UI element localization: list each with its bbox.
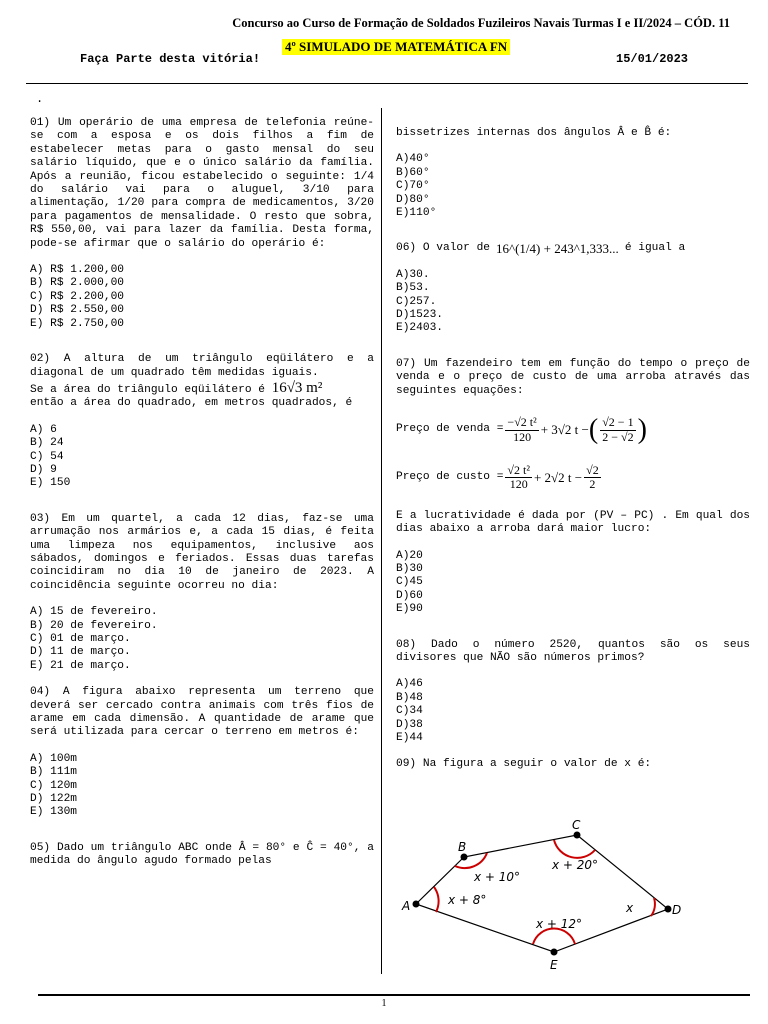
pv-fraction: $\frac{\text{−√2 t²}}{120}$ bbox=[507, 415, 537, 444]
option[interactable]: D) 9 bbox=[30, 463, 57, 476]
option[interactable]: C)45 bbox=[396, 576, 423, 589]
option[interactable]: D) 11 de março. bbox=[30, 646, 131, 659]
option[interactable]: A)20 bbox=[396, 549, 423, 562]
pv-middle: + 3√2 t − bbox=[540, 422, 589, 438]
angle-arc-d bbox=[651, 898, 655, 916]
page-number: 1 bbox=[381, 998, 387, 1009]
question-01-text: 01) Um operário de uma empresa de telefonia reúne-se com a esposa e os dois filhos a fim de estabelecer metas para o gasto mensal do seu salário líquido, que e o único salário da família. Após a reunião, ficou estabelecido o seguinte: 1/4 do salário vai para o aluguel, 3/10 para alimentação, 1/20 para compra de medicamentos, 3/20 para pagamentos de mensalidade. O resto que sobra, R$ 550,00, vai para lazer da família. Desta forma, pode-se afirmar que o salário do operário é: bbox=[30, 117, 374, 250]
angle-label-c: x + 20° bbox=[552, 858, 599, 872]
option[interactable]: B) 20 de fevereiro. bbox=[30, 619, 158, 632]
option[interactable]: A) R$ 1.200,00 bbox=[30, 264, 124, 277]
vertex-a bbox=[413, 901, 420, 908]
question-06-text bbox=[396, 242, 750, 255]
option[interactable]: E) R$ 2.750,00 bbox=[30, 317, 124, 330]
angle-arc-c bbox=[554, 840, 595, 858]
option[interactable]: C)34 bbox=[396, 705, 423, 718]
label-b: B bbox=[458, 840, 467, 854]
question-03-options bbox=[30, 606, 374, 673]
pv-inner-fraction: $\frac{√2 - 1}{2 - √2}$ bbox=[602, 415, 634, 444]
question-02-text-cont: então a área do quadrado, em metros quadrados, é bbox=[30, 397, 353, 410]
question-08-text: 08) Dado o número 2520, quantos são os seus divisores que NÃO são números primos? bbox=[396, 638, 750, 664]
label-d: D bbox=[672, 903, 682, 917]
label-c: C bbox=[572, 818, 581, 832]
option[interactable]: A) 15 de fevereiro. bbox=[30, 606, 158, 619]
pv-label: Preço de venda = bbox=[396, 423, 504, 436]
question-06-options bbox=[396, 269, 750, 336]
question-06-pre: 06) O valor de bbox=[396, 242, 490, 255]
vertex-c bbox=[574, 832, 581, 839]
option[interactable]: C) 54 bbox=[30, 450, 64, 463]
angle-arc-a bbox=[434, 887, 439, 912]
formula-preco-custo bbox=[396, 464, 750, 492]
header-rule bbox=[26, 83, 748, 84]
column-divider bbox=[381, 108, 382, 974]
option[interactable]: E) 150 bbox=[30, 477, 71, 490]
angle-label-b: x + 10° bbox=[474, 870, 521, 884]
option[interactable]: C)70° bbox=[396, 180, 430, 193]
option[interactable]: B) 24 bbox=[30, 437, 64, 450]
option[interactable]: B) 111m bbox=[30, 766, 77, 779]
option[interactable]: D) R$ 2.550,00 bbox=[30, 304, 124, 317]
pc-fraction-2: $\frac{√2}{2}$ bbox=[586, 462, 599, 492]
option[interactable]: C) 01 de março. bbox=[30, 633, 131, 645]
slogan: Faça Parte desta vitória! bbox=[80, 52, 261, 66]
option[interactable]: E) 130m bbox=[30, 806, 77, 819]
simulado-title: 4º SIMULADO DE MATEMÁTICA FN bbox=[282, 39, 510, 55]
footer-rule bbox=[38, 994, 750, 996]
vertex-d bbox=[665, 906, 672, 913]
angle-label-d: x bbox=[626, 901, 634, 915]
label-e: E bbox=[550, 958, 558, 972]
angle-label-a: x + 8° bbox=[448, 893, 487, 907]
option[interactable]: C) R$ 2.200,00 bbox=[30, 290, 124, 303]
option[interactable]: D)38 bbox=[396, 718, 423, 731]
option[interactable]: C)257. bbox=[396, 295, 437, 308]
question-06-expression: 16^(1/4) + 243^1,333... bbox=[496, 241, 619, 257]
option[interactable]: E)44 bbox=[396, 732, 423, 744]
question-02-text: 02) A altura de um triângulo eqüilátero e a diagonal de um quadrado têm medidas iguais. bbox=[30, 353, 374, 379]
stray-dot: . bbox=[36, 92, 44, 106]
option[interactable]: E)90 bbox=[396, 603, 423, 616]
option[interactable]: B)30 bbox=[396, 562, 423, 575]
pv-paren-open: ( bbox=[588, 414, 599, 446]
question-05-continuation: bissetrizes internas dos ângulos Â e B̂ é: bbox=[396, 127, 672, 139]
question-05-text: 05) Dado um triângulo ABC onde Â = 80° e Ĉ = 40°, a medida do ângulo agudo formado pelas bbox=[30, 841, 374, 868]
left-column bbox=[30, 117, 374, 869]
option[interactable]: A)46 bbox=[396, 678, 423, 691]
question-03-text: 03) Em um quartel, a cada 12 dias, faz-se uma arrumação nos armários e, a cada 15 dias, é feita uma limpeza nos equipamentos, inclusive aos sábados, domingos e feriados. Essas duas tarefas coincidiram no dia 10 de janeiro de 2023. A coincidência seguinte ocorreu no dia: bbox=[30, 512, 374, 592]
question-02-area-pre: Se a área do triângulo eqüilátero é bbox=[30, 383, 265, 396]
vertex-e bbox=[551, 949, 558, 956]
question-06-post: é igual a bbox=[624, 242, 686, 255]
question-01-options bbox=[30, 264, 374, 331]
option[interactable]: E) 21 de março. bbox=[30, 659, 131, 672]
pentagon-figure bbox=[396, 815, 692, 975]
question-05-options bbox=[396, 153, 750, 220]
header-title: Concurso ao Curso de Formação de Soldados Fuzileiros Navais Turmas I e II/2024 – CÓD. 11 bbox=[232, 16, 730, 30]
option[interactable]: A) 6 bbox=[30, 423, 57, 436]
label-a: A bbox=[402, 899, 411, 913]
pv-paren-close: ) bbox=[637, 414, 647, 446]
question-04-options bbox=[30, 753, 374, 820]
right-column bbox=[396, 127, 750, 772]
vertex-b bbox=[461, 854, 468, 861]
option[interactable]: E)110° bbox=[396, 207, 437, 220]
option[interactable]: B) R$ 2.000,00 bbox=[30, 277, 124, 290]
option[interactable]: B)48 bbox=[396, 691, 423, 704]
area-expression: 16√3 m² bbox=[271, 379, 323, 396]
pc-middle: + 2√2 t − bbox=[533, 470, 583, 486]
angle-label-e: x + 12° bbox=[536, 917, 583, 931]
exam-date: 15/01/2023 bbox=[616, 52, 689, 66]
option[interactable]: D)80° bbox=[396, 193, 430, 206]
option[interactable]: A) 100m bbox=[30, 752, 77, 765]
option[interactable]: C) 120m bbox=[30, 779, 77, 792]
question-02-options bbox=[30, 424, 374, 491]
option[interactable]: A)30. bbox=[396, 268, 430, 281]
option[interactable]: E)2403. bbox=[396, 322, 443, 335]
question-09-text: 09) Na figura a seguir o valor de x é: bbox=[396, 758, 652, 771]
option[interactable]: D) 122m bbox=[30, 793, 77, 806]
question-08-options bbox=[396, 678, 750, 745]
formula-preco-venda bbox=[396, 416, 750, 444]
option[interactable]: A)40° bbox=[396, 153, 430, 166]
option[interactable]: B)53. bbox=[396, 282, 430, 295]
pc-fraction: $\frac{\text{√2 t²}}{120}$ bbox=[507, 462, 530, 492]
question-07-text: 07) Um fazendeiro tem em função do tempo o preço de venda e o preço de custo de uma arroba através das seguintes equações: bbox=[396, 357, 750, 397]
question-04-text: 04) A figura abaixo representa um terreno que deverá ser cercado contra animais com três fios de arame em cada dimensão. A quantidade de arame que será utilizada para cercar o terreno em metros é: bbox=[30, 686, 374, 739]
question-02-area-line bbox=[30, 379, 374, 397]
question-07-lucro: E a lucratividade é dada por (PV – PC) . Em qual dos dias abaixo a arroba dará maior lucro: bbox=[396, 509, 750, 536]
option[interactable]: D)60 bbox=[396, 589, 423, 602]
question-07-options bbox=[396, 550, 750, 617]
option[interactable]: D)1523. bbox=[396, 309, 443, 322]
option[interactable]: B)60° bbox=[396, 166, 430, 179]
pc-label: Preço de custo = bbox=[396, 471, 504, 484]
